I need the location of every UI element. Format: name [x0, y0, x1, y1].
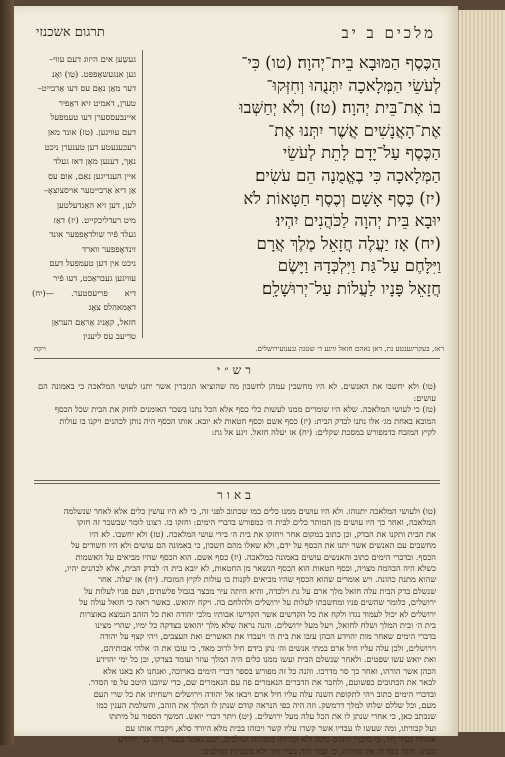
targum-line: לען, דען זיא האַנדעלטען	[56, 199, 136, 210]
targum-line: דער מאַן נאַם עס דעו אַרבייט–	[37, 83, 136, 94]
biur-line: ובדברי הימים כתוב ויהי לתקופת השנה עלה עליו חיל ארם ויבאו אל יהודה וירושלים וישחיתו את כל שרי העם	[93, 688, 436, 699]
biur-line: שנכתב כאן, כי אחרי שנתן לו את הכל עלה מעל ירושלים. (יט) ויתר דברי יואש. המשך הספור על מיתתו	[108, 711, 436, 722]
targum-line: אַן דיא אַרבייטער אויסצוצאָ–	[43, 185, 136, 196]
running-head-targum-title: תרגום אשכנזי	[36, 25, 105, 40]
verse-line: (יז) כֶּסֶף אָשָׁם וְכֶסֶף חַטָּאוֹת לֹא	[243, 188, 441, 208]
biur-line: בית ה׳ ובית המלך ושלח לחזאל, ויעל מעל ירושלים. והנה נראה שלא מלך יהואש בצדקה כל ימיו, שהרי מצינו	[95, 620, 436, 631]
biur-line: הכסף. ובדברי הימים כתוב והאנשים עושים באמונה במלאכה. (יז) כסף אשם. הוא הכסף שהיו מביאים על האשמות	[75, 551, 436, 562]
catchword-line	[34, 344, 444, 358]
targum-column	[32, 52, 136, 342]
targum-line: מיט רעדליכקייט. (יז) דאַז	[53, 214, 136, 225]
biur-line: בדברי הימים שאחר מות יהוידע הכהן עזבו את בית ה׳ ויעבדו את האשרים ואת העצבים, ויהי קצף על יהודה	[99, 631, 436, 642]
targum-line: עוויגען געבראַכט, דעו פֿיר	[53, 272, 136, 283]
targum-line: זינדאָפפער ווארד	[81, 243, 136, 254]
section-rule	[34, 358, 440, 359]
biur-line: אבותיו בעיר דוד, כי בדברי הימים כתוב ולא קברוהו בקברות המלכים, ושם נאמר בעבור דמי בני יהוידע	[118, 734, 436, 745]
biur-line: מעם, וכל שללם שלחו למלך דרמשק. וזה היה כפי הנראה קודם שנתן לו המלך את הזהב, והשלמת הענין כמו	[96, 699, 436, 710]
running-head	[14, 24, 458, 46]
biur-line: לבאר את הכתובים כפשוטם, ולחבר את הדברים הנאמרים פה עם הנאמרים שם, כדי שיובנו היטב על פי הסדר.	[88, 677, 436, 688]
verse-line: וַיִּלָּחֶם עַל־גַּת וַיִּלְכְּדָהּ וַיָּשֶׂם	[277, 256, 441, 276]
rashi-heading: רש״י	[216, 363, 256, 377]
rashi-paragraph: (טז) כי לעושי המלאכה. שלא היו שומרים ממנו לעשות כלי כסף אלא הכל נתנו בשכר האומנים לחזק את הבית שכל הכסף	[54, 404, 436, 415]
biur-line: שנשלם בדק הבית עלה חזאל מלך ארם על גת וילכדה, והיא היתה עיר מבצר בגבול פלשתים, ושם פניו לעלות על	[84, 585, 436, 596]
biur-line: ועל קבורתו, ומה שעשו לו עבדיו אשר קשרו עליו קשר ויכוהו בבית מלא היורד סלא, ויקברו אותו עם	[125, 722, 436, 733]
biur-line: כשלא היה הבהמה מצויה, וכסף חטאות הוא הכסף הנשאר מן החטאות, לא יובא בית ה׳ לבדק הבית, אלא לכהנים יהיו,	[64, 563, 436, 574]
rashi-paragraph: לקיץ המזבח כדמפורש במסכת שקלים: (יח) אז יעלה חזאל. ויגע אל גת:	[211, 427, 436, 438]
biur-line: ירושלים, כלומר שהשים פניו ומחשבתו לעלות על ירושלים ולהלחם בה. ויקח יהואש. כאשר ראה כי חזאל עולה על	[79, 597, 436, 608]
biur-commentary	[38, 506, 436, 756]
biur-line: (טו) ולעושי המלאכה יתנוהו. ולא היו עושים ממנו כלים כמו שכתוב לפני זה, כי לא היו עושין כלים אלא לאחר שנשלמה	[63, 506, 436, 516]
targum-line: דיא פריעסטער. —(יח) דאַמאהלס צאָג	[32, 287, 136, 313]
biur-line: שהוא מתנת כהונה. ויש אומרים שהוא הכסף שהיו מביאים לקנות בו עולות לקיץ המזבח. (יח) אז יעלה. אחר	[98, 574, 436, 585]
targum-line: רעכענעטע דען טענערן ניכט	[44, 141, 136, 152]
book-spine	[0, 0, 14, 745]
biur-line: וירושלים, ולכן עלה עליו חיל ארם במתי אנשים וה׳ נתן בידם חיל לרוב מאד, כי עזבו את ה׳ אלהי אבותיהם,	[101, 642, 436, 653]
rashi-paragraph: המובא באחת מג׳ אלו נתנו לבדק הבית: (יז) כסף אשם וכסף חטאות לא יובא. אותו הכסף היה נותן לכהנים ויקנו בו עולות	[59, 415, 436, 426]
verse-line: לְעֹשֵׂי הַמְּלָאכָה יִתְּנֻהוּ וְחִזְּקוּ־	[266, 75, 441, 95]
verse-line: הַכֶּסֶף עַל־יָדָם לָתֵת לְעֹשֵׂי	[282, 143, 441, 163]
column-divider	[142, 50, 143, 338]
book-page	[14, 6, 458, 756]
verse-line: בוֹ אֶת־בֵּית יְהוָה׃ (טז) וְלֹא יְחַשְּׁבוּ	[239, 98, 441, 118]
targum-line: דעם עוויגען. (טז) אונד מאן	[47, 126, 136, 137]
targum-line: ניכט אין דען טעמפעל דעם	[49, 258, 136, 269]
verse-line: (יח) אָז יַעֲלֶה חֲזָאֵל מֶלֶךְ אֲרָם	[256, 233, 441, 253]
verse-line: חֲזָאֵל פָּנָיו לַעֲלוֹת עַל־יְרוּשָׁלִָם׃	[261, 278, 441, 298]
targum-line: טערן, דאמיט זיא דאַפיר	[58, 97, 136, 108]
targum-line: גען אנגעשאַפפט. (טו) ואָנ	[52, 68, 136, 79]
biur-line: המלאכה, ואחר כך היו עושים מן המותר כלים לבית ה׳ כמפורש בדברי הימים: וחזקו בו. רצונו לומר שבשכר זה חזקו	[76, 517, 436, 528]
rashi-paragraph: (טו) ולא יחשבו את האנשים. לא היו מחשבין עמהן לחשבון מה שהוציאו הגזברין אשר יתנו לעושי המלאכה כי באמונה הם עושים:	[38, 381, 436, 403]
targum-line: איינבעססערן דעו טעמפעל	[50, 112, 136, 123]
catchword: ויקח	[34, 344, 46, 353]
section-rule	[34, 483, 440, 484]
biur-line: את הבית ותקנו את הבדק, וכן כתוב במקום אחר ויחזקו את בית ה׳ בידי עושי המלאכה. (טז) ולא יחשבו. לא היו	[89, 528, 436, 539]
verse-line: הַמְּלָאכָה כִּי בֶאֱמֻנָה הֵם עֹשִׂים׃	[255, 165, 441, 185]
targum-line: איין הענדיגען נאַם, אום עס	[48, 170, 136, 181]
biur-line: הכהן. והנה בכל זה אין סתירה, כי קבור היה בעיר דוד ולא בקברות המלכים.	[200, 745, 436, 756]
targum-line: טריעב עס ליענין	[83, 331, 136, 342]
targum-line: געלד פֿיר שולדאָפפער אונד	[49, 229, 136, 240]
verse-line: יוּבָא בֵּית יְהוָה לַכֹּהֲנִים יִהְיוּ׃	[276, 211, 441, 231]
biur-line: ואת יואש עשו שפטים. ולאחר שנשלם הבית ועשו ממנו כלים היה המלך עוזר ועומד בצדקו, וכן כל ימי יהוידע	[96, 654, 436, 665]
biur-heading: באור	[217, 488, 255, 502]
biur-line: ירושלים לא יכול לעמוד נגדו ולקח את כל הקדשים אשר הקדישו אבותיו מלכי יהודה ואת כל הזהב הנמצא באוצרות	[79, 608, 436, 619]
main-biblical-text	[149, 52, 441, 328]
verse-line: אֶת־הָאֲנָשִׁים אֲשֶׁר יִתְּנוּ אֶת־	[267, 120, 441, 140]
section-rule	[34, 480, 440, 481]
targum-line: נאַך, דענען מאַן דאז געלד	[53, 156, 136, 167]
biur-line: הכהן אשר הורהו, ואחר כך סר מדרכו. והנה כל זה מפורש בספר דברי הימים בארוכה, ואנחנו לא באנו אלא	[103, 665, 436, 676]
targum-last-line: ראז, בעקריגענטע נת, דאן נאהם חזאל וויגע ד׳ שטנה גגענועירושלים.	[255, 344, 444, 353]
biur-line: מחשבים עם האנשים אשר יתנו את הכסף על ידם, ולא שאלו מהם חשבון, כי באמונה הם עושים ולא היו חשודים על	[71, 540, 436, 551]
targum-line: חזאל, קאָניג אַראַם העראַן	[51, 316, 136, 327]
page-edges	[458, 10, 505, 732]
verse-line: הַכֶּסֶף הַמּוּבָא בֵית־יְהוָה׃ (טו) כִּי־	[241, 53, 441, 72]
running-head-book-chapter: מלכים ב יב	[341, 24, 436, 42]
targum-line: געשַען אים היזוג דעם עווי–	[48, 54, 136, 64]
rashi-commentary	[38, 381, 436, 473]
